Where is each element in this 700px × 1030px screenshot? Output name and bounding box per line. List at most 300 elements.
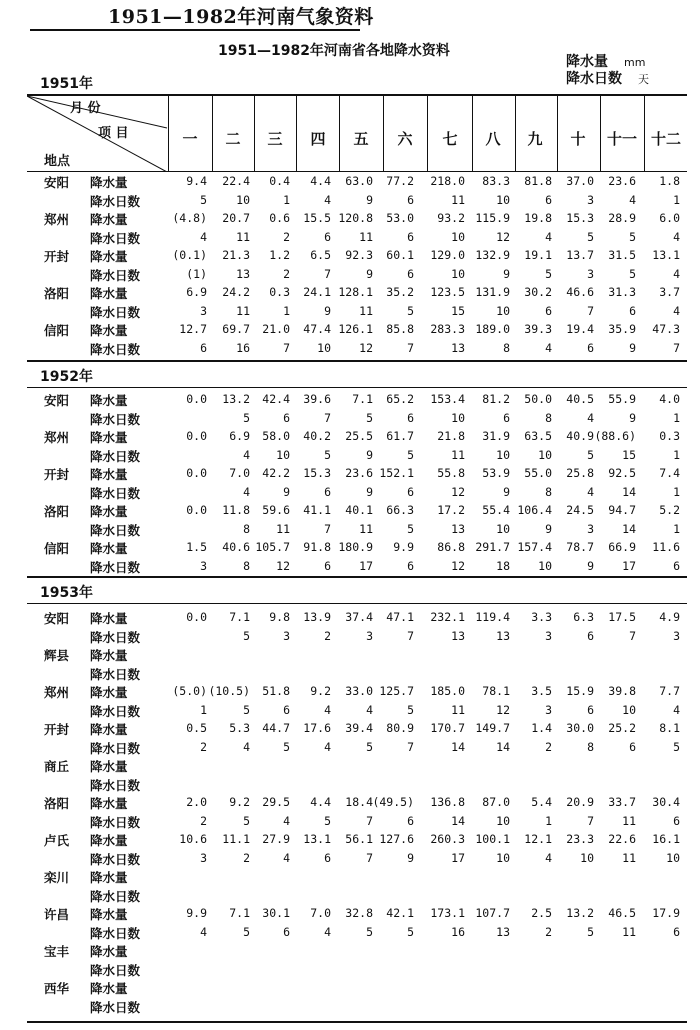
table-cell: 63.5	[524, 429, 552, 443]
table-cell: 6	[545, 192, 552, 207]
table-cell: 9.9	[393, 540, 414, 554]
month-header-1: 一	[182, 130, 198, 148]
table-row	[0, 427, 700, 446]
table-cell: 11	[359, 303, 373, 318]
table-cell: 4	[673, 229, 680, 244]
table-cell: 4.9	[659, 610, 680, 624]
table-cell: 1	[673, 521, 680, 536]
table-cell: 13	[451, 521, 465, 536]
table-row	[0, 756, 700, 775]
table-cell: 5	[587, 447, 594, 462]
table-cell: 0.4	[269, 174, 290, 188]
section-rule-1953-top	[27, 576, 687, 578]
title-underline	[30, 29, 360, 31]
table-cell: 6	[407, 266, 414, 281]
table-cell: 58.0	[262, 429, 290, 443]
table-row	[0, 409, 700, 428]
table-cell: 10	[317, 340, 331, 355]
table-cell: 27.9	[262, 832, 290, 846]
table-cell: 53.9	[482, 466, 510, 480]
header-column-divider	[557, 94, 558, 171]
table-cell: 12.7	[179, 322, 207, 336]
item-label-rain: 降水量	[90, 611, 128, 626]
table-cell: 6	[324, 558, 331, 573]
table-cell: 61.7	[386, 429, 414, 443]
section-rule-1952-top	[27, 360, 687, 362]
table-cell: 189.0	[475, 322, 510, 336]
table-cell: 3	[200, 558, 207, 573]
table-cell: 10	[496, 303, 510, 318]
table-cell: 40.9	[566, 429, 594, 443]
table-cell: 5	[283, 739, 290, 754]
header-column-divider	[212, 94, 213, 171]
table-cell: 3	[587, 192, 594, 207]
table-cell: 4	[324, 192, 331, 207]
table-cell: 37.0	[566, 174, 594, 188]
table-cell: 4	[673, 702, 680, 717]
table-cell: 40.1	[345, 503, 373, 517]
page-title: 1951—1982年河南气象资料	[108, 6, 374, 28]
item-label-rain: 降水量	[90, 981, 128, 996]
header-column-divider	[515, 94, 516, 171]
table-cell: 13	[496, 628, 510, 643]
table-cell: 13.7	[566, 248, 594, 262]
item-label-rain: 降水量	[90, 759, 128, 774]
table-cell: 10	[496, 813, 510, 828]
table-row	[0, 172, 700, 191]
table-cell: 19.8	[524, 211, 552, 225]
item-label-days: 降水日数	[90, 411, 141, 427]
table-row	[0, 520, 700, 539]
table-cell: 3	[587, 266, 594, 281]
table-cell: 9	[503, 484, 510, 499]
table-cell: 5	[407, 702, 414, 717]
table-cell: 5	[366, 924, 373, 939]
table-cell: 12	[276, 558, 290, 573]
table-cell: 15	[622, 447, 636, 462]
table-cell: 1.5	[186, 540, 207, 554]
item-label-days: 降水日数	[90, 448, 141, 464]
table-cell: 78.1	[482, 684, 510, 698]
table-cell: 0.0	[186, 610, 207, 624]
unit-days-row	[566, 71, 649, 88]
table-cell: 14	[451, 739, 465, 754]
station-name: 郑州	[44, 212, 70, 227]
table-cell: 47.1	[386, 610, 414, 624]
table-cell: 6.0	[659, 211, 680, 225]
table-cell: 6	[673, 924, 680, 939]
table-row	[0, 265, 700, 284]
table-cell: 5	[366, 739, 373, 754]
table-row	[0, 830, 700, 849]
table-cell: 30.0	[566, 721, 594, 735]
table-cell: 8.1	[659, 721, 680, 735]
table-cell: 10	[451, 410, 465, 425]
table-cell: 17.6	[303, 721, 331, 735]
table-cell: 3	[200, 850, 207, 865]
table-cell: 40.2	[303, 429, 331, 443]
table-cell: 17	[451, 850, 465, 865]
table-cell: 6	[407, 229, 414, 244]
table-cell: 22.6	[608, 832, 636, 846]
station-name: 卢氏	[44, 833, 70, 848]
table-cell: 10	[496, 521, 510, 536]
item-label-rain: 降水量	[90, 648, 128, 663]
table-cell: 78.7	[566, 540, 594, 554]
table-cell: 5	[587, 229, 594, 244]
table-cell: 55.9	[608, 392, 636, 406]
table-cell: 16	[236, 340, 250, 355]
table-subtitle: 1951—1982年河南省各地降水资料	[218, 43, 450, 59]
item-label-days: 降水日数	[90, 888, 141, 904]
header-column-divider	[472, 94, 473, 171]
table-cell: 2	[324, 628, 331, 643]
table-cell: 13	[236, 266, 250, 281]
table-row	[0, 886, 700, 905]
table-cell: 0.0	[186, 392, 207, 406]
station-name: 辉县	[44, 648, 70, 663]
item-label-rain: 降水量	[90, 175, 128, 190]
section-rule-1952-bottom	[27, 387, 687, 388]
table-cell: 4	[200, 924, 207, 939]
item-label-days: 降水日数	[90, 485, 141, 501]
table-row	[0, 941, 700, 960]
header-column-divider	[296, 94, 297, 171]
table-cell: 13.1	[303, 832, 331, 846]
table-cell: 35.2	[386, 285, 414, 299]
table-cell: 6.9	[186, 285, 207, 299]
table-cell: 81.8	[524, 174, 552, 188]
unit-rain-unit: mm	[624, 56, 646, 69]
table-cell: 173.1	[430, 906, 465, 920]
section-rule-1953-bottom	[27, 603, 687, 604]
table-cell: 157.4	[517, 540, 552, 554]
table-cell: 9	[283, 484, 290, 499]
table-cell: 24.5	[566, 503, 594, 517]
month-header-5: 五	[353, 130, 369, 148]
station-name: 开封	[44, 722, 70, 737]
table-cell: 8	[545, 410, 552, 425]
item-label-days: 降水日数	[90, 962, 141, 978]
table-cell: 9.9	[186, 906, 207, 920]
table-cell: 4	[545, 229, 552, 244]
table-cell: 15.5	[303, 211, 331, 225]
table-cell: 11.6	[652, 540, 680, 554]
table-cell: 22.4	[222, 174, 250, 188]
table-cell: 11	[276, 521, 290, 536]
table-cell: (0.1)	[172, 248, 207, 262]
table-row	[0, 923, 700, 942]
table-cell: 6	[629, 739, 636, 754]
month-header-9: 九	[527, 130, 543, 148]
header-column-divider	[600, 94, 601, 171]
header-column-divider	[254, 94, 255, 171]
table-cell: 46.6	[566, 285, 594, 299]
table-cell: 29.5	[262, 795, 290, 809]
table-cell: 5	[366, 410, 373, 425]
table-cell: 8	[545, 484, 552, 499]
table-cell: 128.1	[338, 285, 373, 299]
table-cell: 180.9	[338, 540, 373, 554]
item-label-rain: 降水量	[90, 467, 128, 482]
table-cell: 5	[407, 303, 414, 318]
table-cell: 6	[503, 410, 510, 425]
table-cell: 9.2	[229, 795, 250, 809]
table-cell: 10.6	[179, 832, 207, 846]
table-cell: 4	[587, 484, 594, 499]
header-place-label: 地点	[44, 154, 71, 169]
table-cell: 0.5	[186, 721, 207, 735]
table-cell: 8	[243, 558, 250, 573]
table-cell: 6	[283, 702, 290, 717]
table-cell: 11	[359, 521, 373, 536]
table-cell: 13	[451, 628, 465, 643]
table-cell: 7	[324, 521, 331, 536]
table-row	[0, 339, 700, 358]
table-cell: 6	[407, 813, 414, 828]
table-cell: 185.0	[430, 684, 465, 698]
item-label-days: 降水日数	[90, 851, 141, 867]
table-cell: 6	[283, 410, 290, 425]
table-cell: 4	[200, 229, 207, 244]
item-label-rain: 降水量	[90, 833, 128, 848]
table-cell: 2.0	[186, 795, 207, 809]
table-cell: 11	[451, 447, 465, 462]
table-cell: 4	[243, 447, 250, 462]
table-cell: 5	[407, 521, 414, 536]
table-cell: 15.3	[566, 211, 594, 225]
table-cell: 6	[545, 303, 552, 318]
table-cell: 11	[236, 229, 250, 244]
station-name: 信阳	[44, 323, 70, 338]
table-cell: 3.5	[531, 684, 552, 698]
station-name: 西华	[44, 981, 70, 996]
table-row	[0, 812, 700, 831]
table-cell: 55.0	[524, 466, 552, 480]
table-cell: 4	[629, 192, 636, 207]
table-row	[0, 664, 700, 683]
table-cell: 152.1	[379, 466, 414, 480]
item-label-days: 降水日数	[90, 666, 141, 682]
table-cell: 120.8	[338, 211, 373, 225]
table-cell: 6	[587, 340, 594, 355]
header-column-divider	[168, 94, 169, 171]
table-cell: 119.4	[475, 610, 510, 624]
station-name: 安阳	[44, 611, 70, 626]
table-cell: 106.4	[517, 503, 552, 517]
table-row	[0, 446, 700, 465]
table-cell: 39.4	[345, 721, 373, 735]
item-label-rain: 降水量	[90, 212, 128, 227]
table-cell: 7	[407, 739, 414, 754]
table-cell: 47.3	[652, 322, 680, 336]
table-cell: 10	[580, 850, 594, 865]
table-cell: 6	[587, 628, 594, 643]
table-cell: 4.4	[310, 795, 331, 809]
table-cell: 6	[407, 410, 414, 425]
table-cell: 15.3	[303, 466, 331, 480]
table-cell: 55.8	[437, 466, 465, 480]
table-cell: 33.0	[345, 684, 373, 698]
table-cell: 17	[359, 558, 373, 573]
table-cell: 9	[366, 484, 373, 499]
table-cell: 81.2	[482, 392, 510, 406]
table-cell: 17	[622, 558, 636, 573]
table-cell: 6.3	[573, 610, 594, 624]
table-row	[0, 738, 700, 757]
table-cell: 20.9	[566, 795, 594, 809]
table-cell: 1	[673, 410, 680, 425]
table-cell: (5.0)	[172, 684, 207, 698]
table-cell: 33.7	[608, 795, 636, 809]
table-cell: 17.5	[608, 610, 636, 624]
table-cell: 14	[622, 484, 636, 499]
table-row	[0, 483, 700, 502]
table-cell: 3	[366, 628, 373, 643]
item-label-days: 降水日数	[90, 814, 141, 830]
table-cell: 11	[622, 813, 636, 828]
table-cell: 1.8	[659, 174, 680, 188]
item-label-days: 降水日数	[90, 230, 141, 246]
table-cell: 14	[496, 739, 510, 754]
table-cell: 132.9	[475, 248, 510, 262]
table-cell: 11	[451, 192, 465, 207]
table-cell: 9	[366, 447, 373, 462]
table-row	[0, 608, 700, 627]
table-cell: 10	[451, 266, 465, 281]
station-name: 安阳	[44, 393, 70, 408]
month-header-2: 二	[225, 130, 241, 148]
item-label-days: 降水日数	[90, 559, 141, 575]
table-cell: 100.1	[475, 832, 510, 846]
table-cell: 4	[243, 484, 250, 499]
table-row	[0, 209, 700, 228]
table-cell: 16.1	[652, 832, 680, 846]
table-cell: 25.5	[345, 429, 373, 443]
table-cell: 126.1	[338, 322, 373, 336]
unit-rain-label: 降水量	[566, 54, 608, 70]
table-cell: 15.9	[566, 684, 594, 698]
item-label-days: 降水日数	[90, 925, 141, 941]
table-cell: 6	[587, 702, 594, 717]
table-row	[0, 849, 700, 868]
table-cell: 15	[451, 303, 465, 318]
table-cell: 5	[324, 813, 331, 828]
table-cell: 8	[503, 340, 510, 355]
table-cell: 7	[587, 303, 594, 318]
table-cell: 7	[324, 266, 331, 281]
table-cell: 51.8	[262, 684, 290, 698]
table-cell: 127.6	[379, 832, 414, 846]
table-cell: 10	[276, 447, 290, 462]
table-cell: 4	[283, 813, 290, 828]
table-cell: 56.1	[345, 832, 373, 846]
table-cell: 4	[324, 924, 331, 939]
table-cell: 50.0	[524, 392, 552, 406]
table-cell: 153.4	[430, 392, 465, 406]
station-name: 许昌	[44, 907, 70, 922]
table-cell: 23.6	[345, 466, 373, 480]
header-column-divider	[644, 94, 645, 171]
table-cell: 30.2	[524, 285, 552, 299]
item-label-rain: 降水量	[90, 907, 128, 922]
item-label-rain: 降水量	[90, 430, 128, 445]
table-cell: 92.5	[608, 466, 636, 480]
table-cell: 5.4	[531, 795, 552, 809]
table-cell: 69.7	[222, 322, 250, 336]
table-cell: 4.4	[310, 174, 331, 188]
table-cell: 7.1	[229, 906, 250, 920]
table-cell: 10	[451, 229, 465, 244]
table-cell: 3	[587, 521, 594, 536]
unit-days-unit: 天	[638, 73, 649, 86]
table-cell: 60.1	[386, 248, 414, 262]
year-header-1953: 1953年	[40, 585, 93, 601]
item-label-days: 降水日数	[90, 522, 141, 538]
table-cell: 7	[407, 340, 414, 355]
table-cell: 9	[503, 266, 510, 281]
table-cell: 11	[236, 303, 250, 318]
table-row	[0, 997, 700, 1016]
table-cell: 115.9	[475, 211, 510, 225]
unit-days-label: 降水日数	[566, 71, 622, 87]
month-header-10: 十	[570, 130, 586, 148]
table-cell: 39.8	[608, 684, 636, 698]
table-cell: 14	[622, 521, 636, 536]
table-cell: 10	[496, 850, 510, 865]
table-cell: 12	[451, 484, 465, 499]
table-cell: 10	[538, 558, 552, 573]
table-cell: 18.4	[345, 795, 373, 809]
table-cell: 40.5	[566, 392, 594, 406]
table-cell: 105.7	[255, 540, 290, 554]
month-header-8: 八	[485, 130, 501, 148]
table-cell: 31.9	[482, 429, 510, 443]
table-cell: 5	[407, 447, 414, 462]
table-cell: 63.0	[345, 174, 373, 188]
table-cell: 170.7	[430, 721, 465, 735]
table-cell: 6	[407, 558, 414, 573]
table-cell: 5	[243, 813, 250, 828]
month-header-7: 七	[442, 130, 458, 148]
table-cell: 232.1	[430, 610, 465, 624]
unit-legend	[566, 54, 649, 88]
table-cell: 0.0	[186, 466, 207, 480]
year-header-1952: 1952年	[40, 369, 93, 385]
table-cell: 5	[545, 266, 552, 281]
table-cell: 10	[496, 192, 510, 207]
table-cell: 93.2	[437, 211, 465, 225]
table-cell: 4	[545, 850, 552, 865]
table-row	[0, 978, 700, 997]
item-label-rain: 降水量	[90, 393, 128, 408]
table-cell: 8	[243, 521, 250, 536]
table-cell: 44.7	[262, 721, 290, 735]
table-cell: 13.2	[566, 906, 594, 920]
table-cell: 5	[629, 229, 636, 244]
table-row	[0, 867, 700, 886]
table-cell: 20.7	[222, 211, 250, 225]
item-label-days: 降水日数	[90, 999, 141, 1015]
table-cell: 7	[587, 813, 594, 828]
table-cell: 10	[236, 192, 250, 207]
table-cell: 4	[587, 410, 594, 425]
table-cell: 4	[283, 850, 290, 865]
table-cell: 13.9	[303, 610, 331, 624]
table-cell: 1	[545, 813, 552, 828]
table-cell: 3	[283, 628, 290, 643]
item-label-rain: 降水量	[90, 944, 128, 959]
